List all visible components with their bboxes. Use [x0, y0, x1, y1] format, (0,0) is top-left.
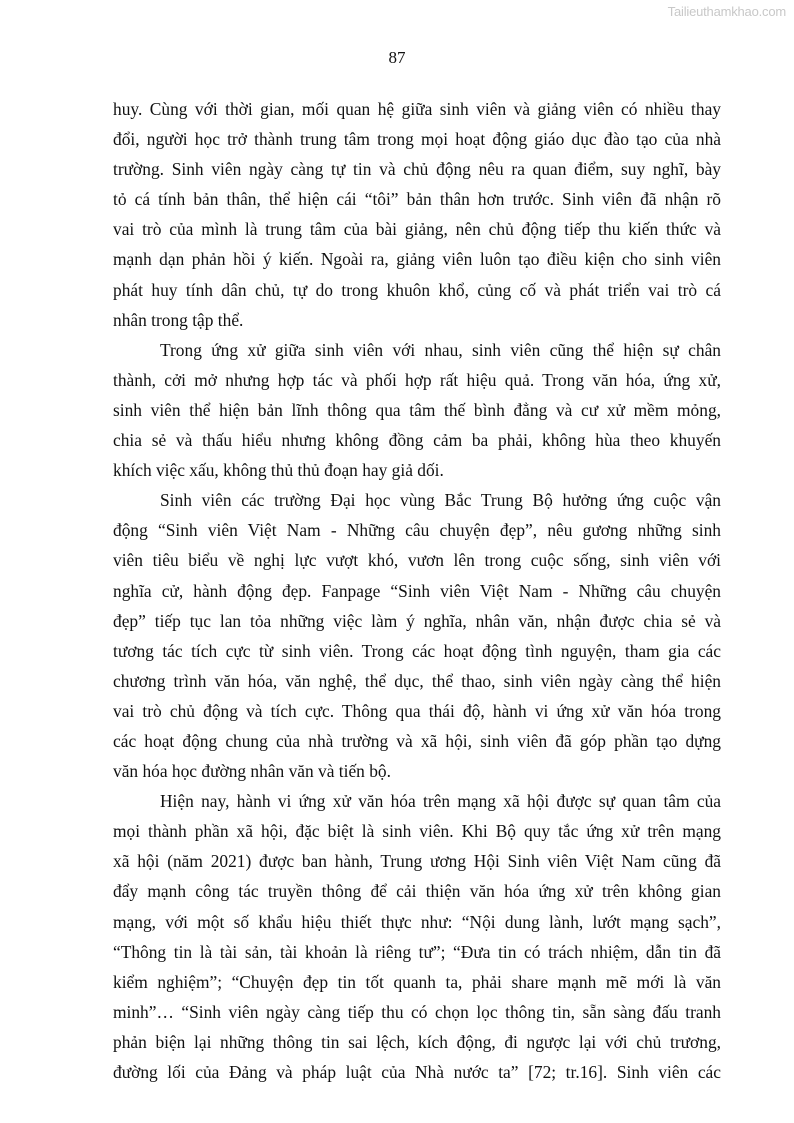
- text-line: Hiện nay, hành vi ứng xử văn hóa trên mạng xã hội được sự quan tâm của: [160, 791, 721, 812]
- paragraph: [113, 786, 721, 1087]
- text-line: nhân trong tập thể.: [113, 309, 244, 330]
- text-line: đổi, người học trở thành trung tâm trong mọi hoạt động giáo dục đào tạo của nhà: [113, 129, 721, 150]
- paragraph: [113, 94, 721, 335]
- text-line: văn hóa học đường nhân văn và tiến bộ.: [113, 761, 391, 782]
- watermark: Tailieuthamkhao.com: [667, 4, 786, 19]
- text-line: đẹp” tiếp tục lan tỏa những việc làm ý nghĩa, nhân văn, nhận được chia sẻ và: [113, 610, 721, 631]
- document-body: [113, 94, 721, 1087]
- text-line: mạng, với một số khẩu hiệu thiết thực như: “Nội dung lành, lướt mạng sạch”,: [113, 911, 721, 932]
- text-line: Sinh viên các trường Đại học vùng Bắc Trung Bộ hưởng ứng cuộc vận: [160, 490, 721, 511]
- text-line: “Thông tin là tài sản, tài khoản là riêng tư”; “Đưa tin có trách nhiệm, dẫn tin đã: [113, 941, 721, 962]
- text-line: các hoạt động chung của nhà trường và xã hội, sinh viên đã góp phần tạo dựng: [113, 730, 721, 751]
- page-number: 87: [388, 48, 406, 67]
- text-line: minh”… “Sinh viên ngày càng tiếp thu có chọn lọc thông tin, sẵn sàng đấu tranh: [113, 1001, 721, 1022]
- text-line: mọi thành phần xã hội, đặc biệt là sinh viên. Khi Bộ quy tắc ứng xử trên mạng: [113, 821, 721, 842]
- text-line: nghĩa cử, hành động đẹp. Fanpage “Sinh viên Việt Nam - Những câu chuyện: [113, 580, 721, 601]
- text-line: thành, cởi mở nhưng hợp tác và phối hợp rất hiệu quả. Trong văn hóa, ứng xử,: [113, 369, 721, 390]
- text-line: trường. Sinh viên ngày càng tự tin và chủ động nêu ra quan điểm, suy nghĩ, bày: [113, 159, 721, 180]
- text-line: sinh viên thể hiện bản lĩnh thông qua tâm thế bình đẳng và cư xử mềm mỏng,: [113, 399, 721, 420]
- text-line: đường lối của Đảng và pháp luật của Nhà nước ta” [72; tr.16]. Sinh viên các: [113, 1062, 721, 1082]
- paragraph: [113, 335, 721, 485]
- text-line: khích việc xấu, không thủ thủ đoạn hay giả dối.: [113, 460, 444, 481]
- text-line: viên tiêu biểu về nghị lực vượt khó, vươn lên trong cuộc sống, sinh viên với: [113, 550, 721, 571]
- text-line: tương tác tích cực từ sinh viên. Trong các hoạt động tình nguyện, tham gia các: [113, 640, 721, 661]
- text-line: mạnh dạn phản hồi ý kiến. Ngoài ra, giảng viên luôn tạo điều kiện cho sinh viên: [113, 249, 721, 270]
- text-line: đẩy mạnh công tác truyền thông để cải thiện văn hóa ứng xử trên không gian: [113, 881, 721, 902]
- text-line: chia sẻ và thấu hiểu nhưng không đồng cảm ba phải, không hùa theo khuyến: [113, 430, 721, 451]
- text-line: huy. Cùng với thời gian, mối quan hệ giữa sinh viên và giảng viên có nhiều thay: [113, 99, 721, 119]
- text-line: xã hội (năm 2021) được ban hành, Trung ương Hội Sinh viên Việt Nam cũng đã: [113, 851, 721, 872]
- text-line: chương trình văn hóa, văn nghệ, thể dục, thể thao, sinh viên ngày càng thể hiện: [113, 670, 721, 691]
- text-line: vai trò của mình là trung tâm của bài giảng, nên chủ động tiếp thu kiến thức và: [113, 219, 721, 240]
- text-line: kiểm nghiệm”; “Chuyện đẹp tin tốt quanh ta, phải share mạnh mẽ mới là văn: [113, 971, 721, 992]
- text-line: phát huy tính dân chủ, tự do trong khuôn khổ, củng cố và phát triển vai trò cá: [113, 279, 721, 300]
- text-line: vai trò chủ động và tích cực. Thông qua thái độ, hành vi ứng xử văn hóa trong: [113, 700, 721, 721]
- text-line: động “Sinh viên Việt Nam - Những câu chuyện đẹp”, nêu gương những sinh: [113, 520, 721, 541]
- text-line: tỏ cá tính bản thân, thể hiện cái “tôi” bản thân hơn trước. Sinh viên đã nhận rõ: [113, 189, 721, 210]
- text-line: Trong ứng xử giữa sinh viên với nhau, sinh viên cũng thể hiện sự chân: [160, 339, 721, 360]
- paragraph: [113, 485, 721, 786]
- text-line: phản biện lại những thông tin sai lệch, kích động, đi ngược lại với chủ trương,: [113, 1031, 721, 1052]
